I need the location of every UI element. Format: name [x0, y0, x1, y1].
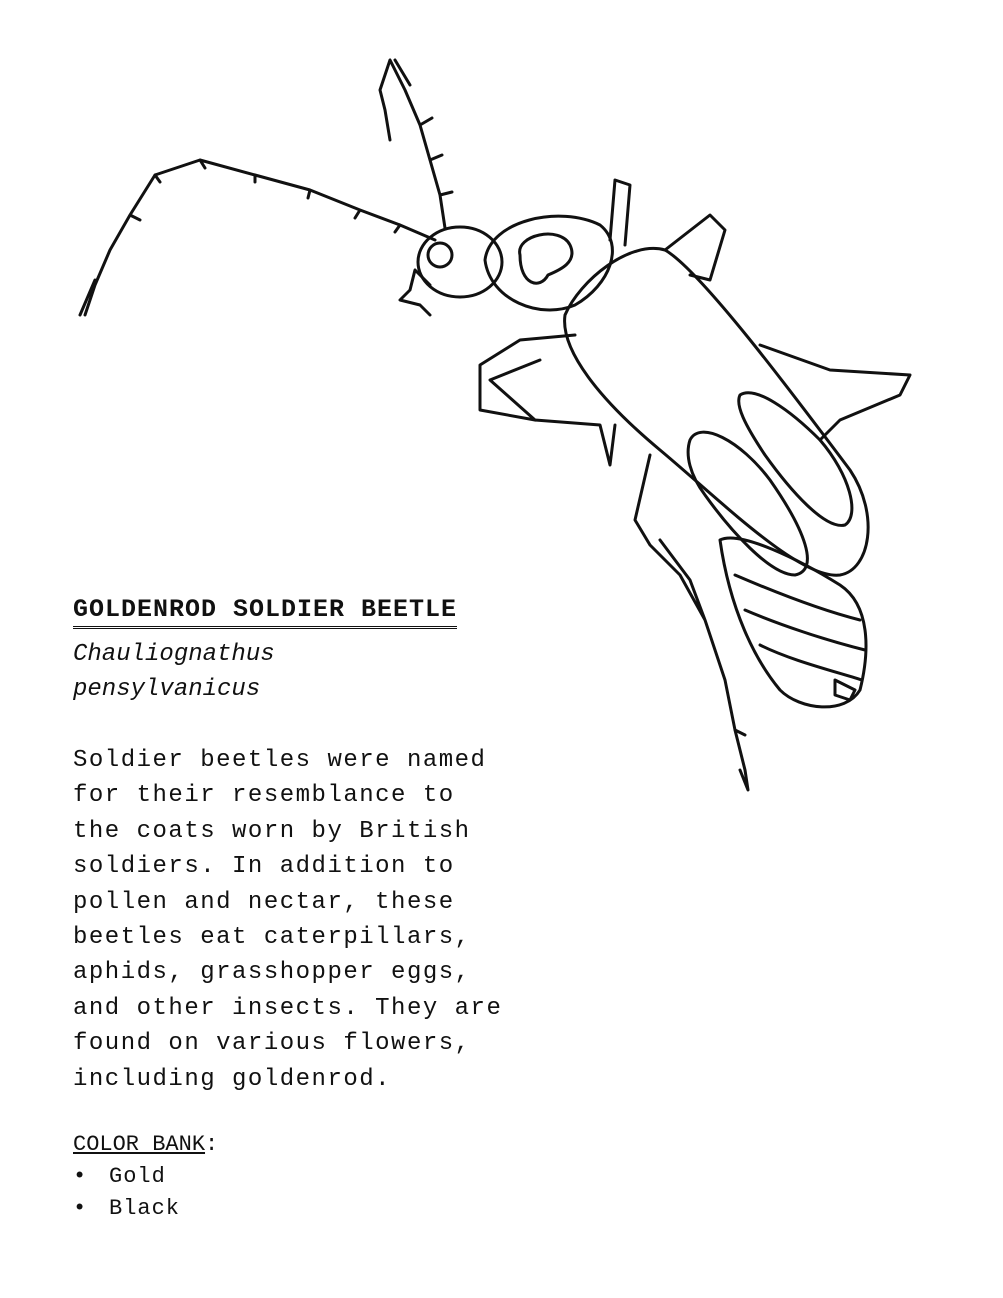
beetle-mandibles: [400, 270, 430, 315]
page-title: GOLDENROD SOLDIER BEETLE: [73, 596, 457, 629]
middle-leg-left: [480, 335, 615, 465]
scientific-name: [73, 637, 593, 707]
info-text-block: [73, 596, 593, 1225]
description-line: beetles eat caterpillars,: [73, 924, 471, 952]
elytra-mark-left: [688, 432, 807, 575]
color-bank-list: [73, 1161, 593, 1225]
beetle-eye: [428, 243, 452, 267]
left-antenna: [80, 160, 435, 315]
color-bank-heading: [73, 1129, 593, 1161]
description-line: Soldier beetles were named: [73, 747, 487, 774]
beetle-elytra: [565, 248, 869, 575]
beetle-pronotum: [485, 216, 612, 310]
color-bank: [73, 1129, 593, 1225]
description-line: found on various flowers,: [73, 1030, 471, 1058]
front-leg: [610, 180, 725, 280]
description-line: and other insects. They are: [73, 994, 503, 1022]
middle-leg-right: [760, 345, 910, 440]
color-bank-item: • Gold: [73, 1161, 593, 1193]
description-line: soldiers. In addition to: [73, 853, 455, 881]
scientific-name-genus: Chauliognathus: [73, 641, 275, 668]
scientific-name-species: pensylvanicus: [73, 676, 261, 703]
color-bank-heading-text: COLOR BANK: [73, 1132, 206, 1158]
pronotum-marking: [520, 234, 572, 283]
description-line: pollen and nectar, these: [73, 888, 455, 916]
description-paragraph: [73, 743, 593, 1097]
description-line: the coats worn by British: [73, 817, 471, 845]
right-antenna: [380, 60, 452, 228]
description-line: including goldenrod.: [73, 1065, 392, 1093]
abdomen-segments: [735, 575, 865, 700]
elytra-mark-right: [739, 393, 852, 526]
beetle-abdomen: [720, 538, 866, 707]
hind-leg: [635, 455, 748, 790]
description-line: aphids, grasshopper eggs,: [73, 959, 471, 987]
color-bank-colon: :: [205, 1132, 219, 1158]
color-bank-item: • Black: [73, 1193, 593, 1225]
description-line: for their resemblance to: [73, 782, 455, 810]
